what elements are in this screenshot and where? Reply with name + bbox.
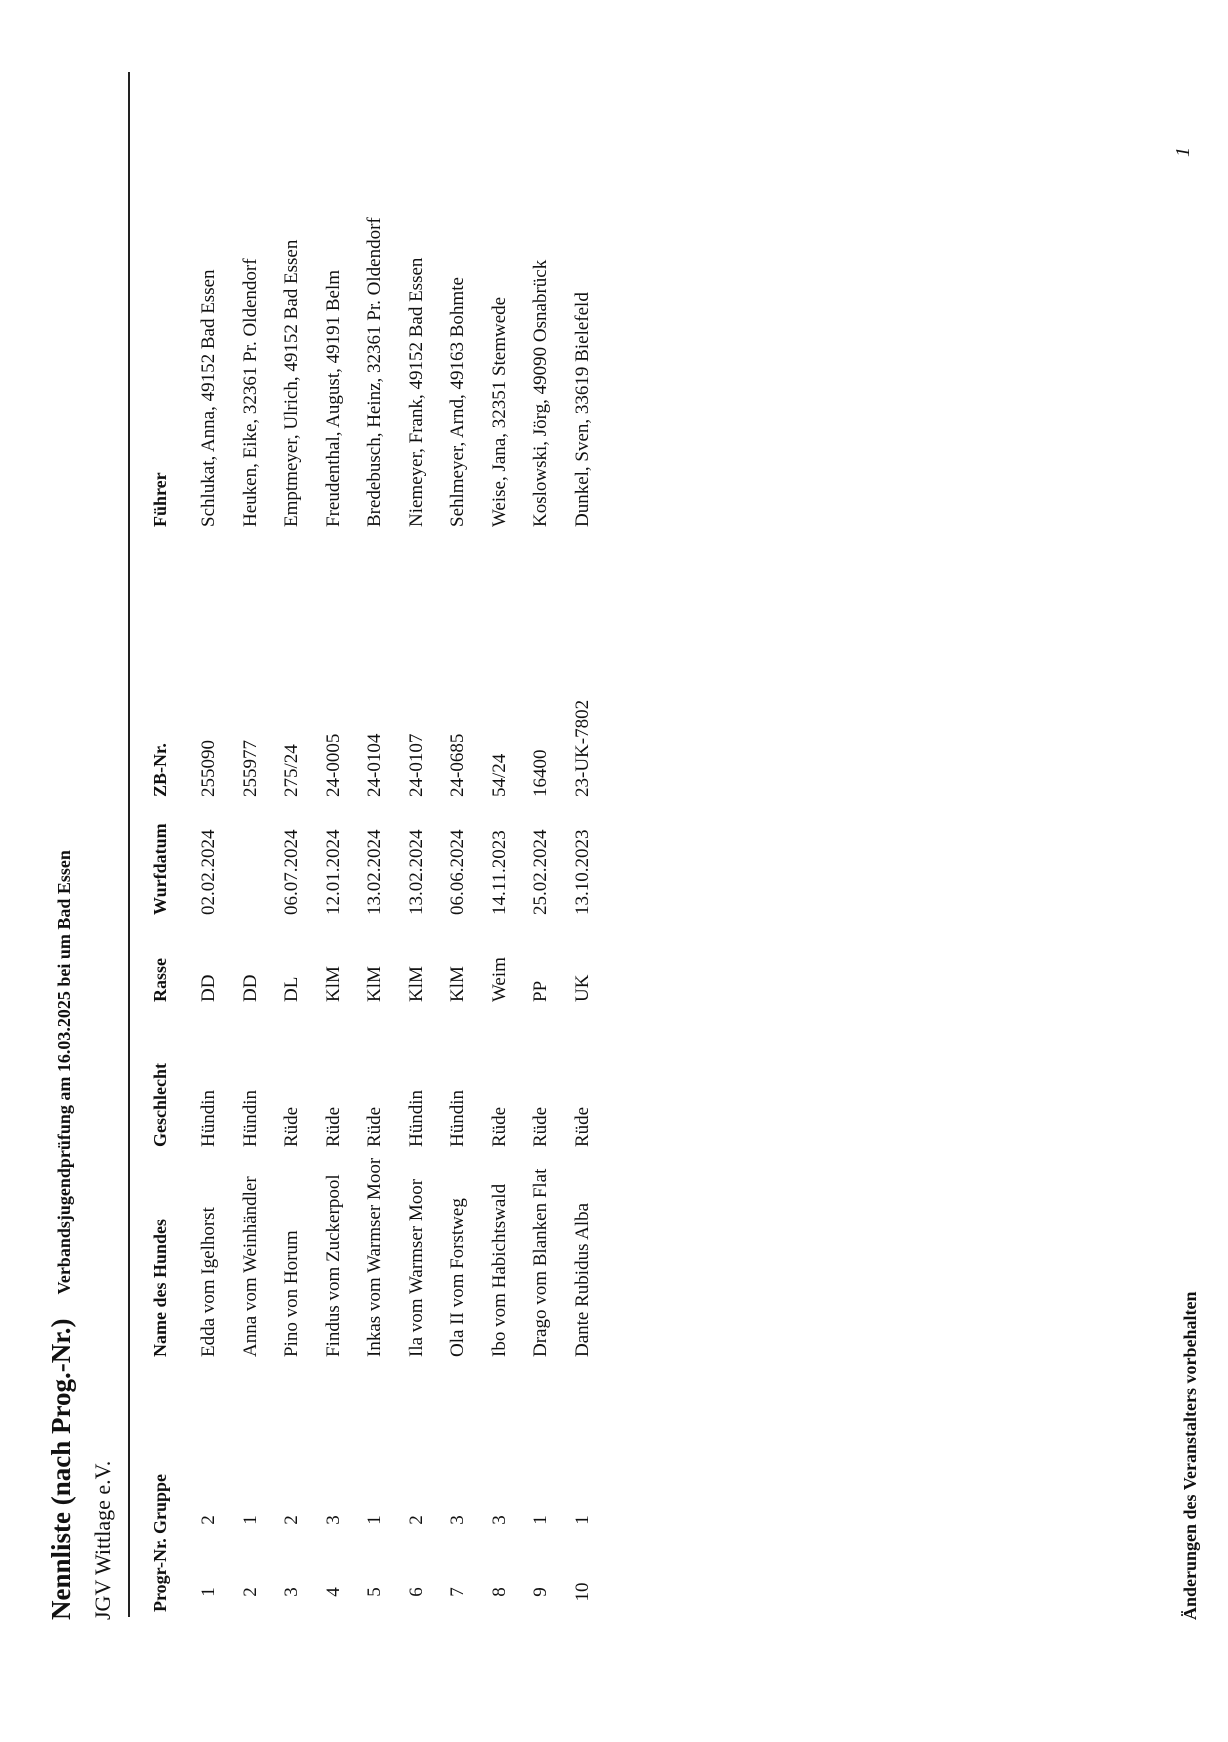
cell-name: Inkas vom Warmser Moor: [364, 1157, 385, 1357]
column-header-wurfdatum: Wurfdatum: [150, 823, 170, 915]
cell-wurfdatum: 06.06.2024: [447, 829, 468, 915]
cell-fuehrer: Dunkel, Sven, 33619 Bielefeld: [571, 292, 593, 527]
cell-zb-nr: 54/24: [488, 753, 510, 797]
cell-geschlecht: Hündin: [405, 1090, 427, 1147]
cell-geschlecht: Rüde: [488, 1106, 510, 1147]
cell-progr-nr: 10: [571, 1582, 593, 1602]
column-header-zb-nr: ZB-Nr.: [150, 743, 170, 797]
cell-rasse: KlM: [364, 966, 385, 1002]
cell-wurfdatum: 14.11.2023: [488, 830, 510, 915]
cell-zb-nr: 24-0005: [322, 733, 344, 797]
cell-rasse: KlM: [322, 966, 344, 1002]
cell-name: Ila vom Warmser Moor: [405, 1178, 427, 1357]
cell-rasse: KlM: [447, 966, 468, 1002]
cell-rasse: DD: [239, 974, 261, 1002]
cell-fuehrer: Freudenthal, August, 49191 Belm: [322, 269, 344, 527]
cell-wurfdatum: 25.02.2024: [530, 829, 551, 915]
cell-geschlecht: Hündin: [198, 1090, 219, 1147]
cell-name: Ibo vom Habichtswald: [488, 1183, 510, 1357]
cell-progr-nr: 4: [322, 1587, 344, 1597]
cell-gruppe: 1: [571, 1515, 593, 1525]
column-header-fuehrer: Führer: [150, 472, 170, 527]
column-header-progr-nr: Progr-Nr.: [150, 1538, 170, 1612]
cell-wurfdatum: 13.02.2024: [405, 829, 427, 915]
title-line: [46, 850, 77, 1620]
cell-gruppe: 2: [198, 1515, 219, 1525]
cell-name: Pino von Horum: [281, 1230, 302, 1357]
cell-rasse: Weim: [488, 957, 510, 1002]
cell-gruppe: 1: [364, 1515, 385, 1525]
column-header-geschlecht: Geschlecht: [150, 1063, 170, 1147]
cell-rasse: KlM: [405, 966, 427, 1002]
cell-zb-nr: 24-0104: [364, 733, 385, 797]
cell-gruppe: 3: [322, 1515, 344, 1525]
column-header-gruppe: Gruppe: [150, 1473, 170, 1534]
cell-fuehrer: Schlukat, Anna, 49152 Bad Essen: [198, 269, 219, 527]
cell-wurfdatum: 13.10.2023: [571, 829, 593, 915]
cell-fuehrer: Emptmeyer, Ulrich, 49152 Bad Essen: [281, 239, 302, 527]
cell-rasse: DL: [281, 976, 302, 1002]
cell-geschlecht: Rüde: [364, 1106, 385, 1147]
cell-gruppe: 3: [447, 1515, 468, 1525]
cell-zb-nr: 23-UK-7802: [571, 699, 593, 797]
cell-name: Anna vom Weinhändler: [239, 1176, 261, 1357]
cell-name: Dante Rubidus Alba: [571, 1202, 593, 1357]
footer-note: Änderungen des Veranstalters vorbehalten: [1180, 1291, 1200, 1620]
cell-fuehrer: Niemeyer, Frank, 49152 Bad Essen: [405, 257, 427, 527]
cell-progr-nr: 6: [405, 1587, 427, 1597]
cell-name: Findus vom Zuckerpool: [322, 1174, 344, 1357]
cell-wurfdatum: 12.01.2024: [322, 829, 344, 915]
cell-fuehrer: Sehlmeyer, Arnd, 49163 Bohmte: [447, 277, 468, 527]
cell-progr-nr: 1: [198, 1587, 219, 1597]
page-number: 1: [1172, 147, 1194, 157]
cell-gruppe: 2: [281, 1515, 302, 1525]
cell-gruppe: 2: [405, 1515, 427, 1525]
cell-wurfdatum: 02.02.2024: [198, 829, 219, 915]
column-header-rasse: Rasse: [150, 958, 170, 1002]
organizer-name: JGV Wittlage e.V.: [90, 1460, 115, 1620]
document-title: Nennliste (nach Prog.-Nr.): [46, 1318, 76, 1620]
cell-zb-nr: 24-0107: [405, 733, 427, 797]
cell-rasse: DD: [198, 974, 219, 1002]
cell-geschlecht: Rüde: [571, 1106, 593, 1147]
cell-geschlecht: Rüde: [530, 1106, 551, 1147]
document-subtitle: Verbandsjugendprüfung am 16.03.2025 bei um Bad Essen: [54, 850, 74, 1295]
cell-zb-nr: 275/24: [281, 744, 302, 797]
cell-geschlecht: Rüde: [322, 1106, 344, 1147]
cell-name: Drago vom Blanken Flat: [530, 1168, 551, 1357]
cell-fuehrer: Heuken, Eike, 32361 Pr. Oldendorf: [239, 258, 261, 527]
cell-fuehrer: Bredebusch, Heinz, 32361 Pr. Oldendorf: [364, 217, 385, 527]
cell-zb-nr: 16400: [530, 749, 551, 797]
cell-progr-nr: 5: [364, 1587, 385, 1597]
cell-gruppe: 1: [239, 1515, 261, 1525]
cell-name: Ola II vom Forstweg: [447, 1198, 468, 1357]
cell-geschlecht: Rüde: [281, 1106, 302, 1147]
cell-wurfdatum: 06.07.2024: [281, 829, 302, 915]
cell-geschlecht: Hündin: [447, 1090, 468, 1147]
cell-rasse: UK: [571, 974, 593, 1002]
cell-progr-nr: 3: [281, 1587, 302, 1597]
cell-gruppe: 1: [530, 1515, 551, 1525]
cell-wurfdatum: 13.02.2024: [364, 829, 385, 915]
cell-progr-nr: 9: [530, 1587, 551, 1597]
cell-name: Edda vom Igelhorst: [198, 1207, 219, 1357]
cell-zb-nr: 255977: [239, 740, 261, 797]
cell-zb-nr: 24-0685: [447, 733, 468, 797]
cell-progr-nr: 2: [239, 1587, 261, 1597]
column-header-name: Name des Hundes: [150, 1218, 170, 1357]
cell-fuehrer: Koslowski, Jörg, 49090 Osnabrück: [530, 259, 551, 527]
header-rule: [128, 72, 130, 1617]
cell-geschlecht: Hündin: [239, 1090, 261, 1147]
cell-progr-nr: 8: [488, 1587, 510, 1597]
cell-gruppe: 3: [488, 1515, 510, 1525]
cell-progr-nr: 7: [447, 1587, 468, 1597]
cell-rasse: PP: [530, 980, 551, 1002]
cell-zb-nr: 255090: [198, 740, 219, 797]
cell-fuehrer: Weise, Jana, 32351 Stemwede: [488, 296, 510, 527]
